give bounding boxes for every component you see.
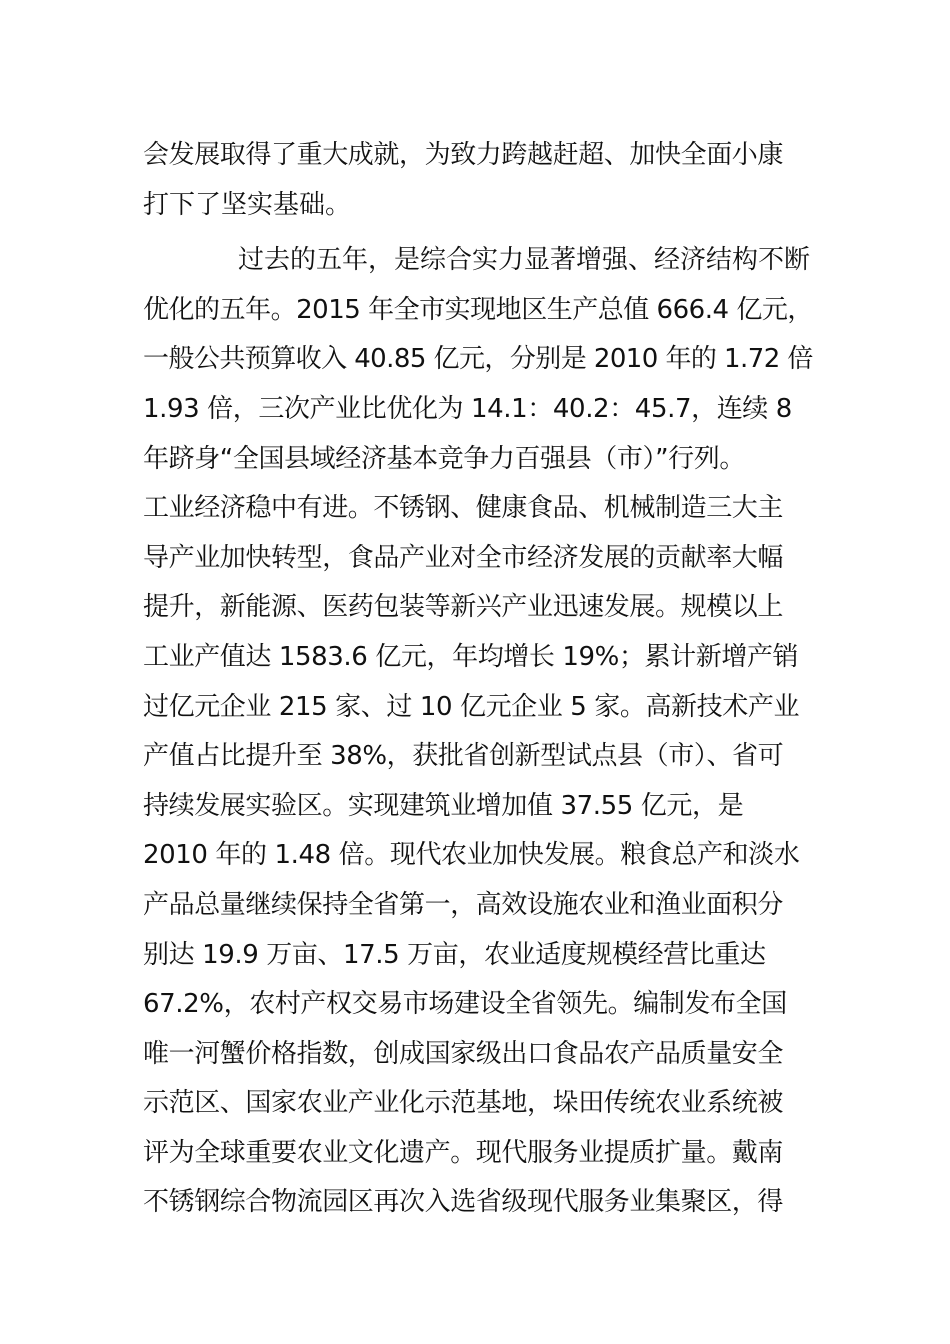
text-line: 提升，新能源、医药包装等新兴产业迅速发展。规模以上	[143, 592, 784, 623]
text-line: 67.2%，农村产权交易市场建设全省领先。编制发布全国	[143, 989, 787, 1020]
text-line: 导产业加快转型，食品产业对全市经济发展的贡献率大幅	[143, 542, 784, 573]
text-line: 年跻身“全国县域经济基本竞争力百强县（市）”行列。	[143, 443, 745, 474]
text-line: 过亿元企业 215 家、过 10 亿元企业 5 家。高新技术产业	[143, 691, 800, 722]
text-line: 评为全球重要农业文化遗产。现代服务业提质扩量。戴南	[143, 1137, 784, 1168]
text-line: 打下了坚实基础。	[143, 189, 352, 220]
body-text	[143, 131, 813, 1228]
text-line: 唯一河蟹价格指数，创成国家级出口食品农产品质量安全	[143, 1038, 784, 1069]
text-line: 不锈钢综合物流园区再次入选省级现代服务业集聚区，得	[143, 1187, 784, 1218]
text-line: 产品总量继续保持全省第一，高效设施农业和渔业面积分	[143, 889, 784, 920]
text-line: 工业经济稳中有进。不锈钢、健康食品、机械制造三大主	[143, 493, 784, 524]
text-line: 一般公共预算收入 40.85 亿元，分别是 2010 年的 1.72 倍	[143, 344, 813, 375]
text-line: 1.93 倍，三次产业比优化为 14.1：40.2：45.7，连续 8	[143, 393, 792, 424]
text-line: 别达 19.9 万亩、17.5 万亩，农业适度规模经营比重达	[143, 939, 766, 970]
text-line: 持续发展实验区。实现建筑业增加值 37.55 亿元，是	[143, 790, 744, 821]
text-line: 2010 年的 1.48 倍。现代农业加快发展。粮食总产和淡水	[143, 840, 800, 871]
text-line: 产值占比提升至 38%，获批省创新型试点县（市）、省可	[143, 741, 784, 772]
text-line: 优化的五年。2015 年全市实现地区生产总值 666.4 亿元，	[143, 294, 813, 325]
text-line: 会发展取得了重大成就，为致力跨越赶超、加快全面小康	[143, 140, 784, 170]
text-line: 工业产值达 1583.6 亿元，年均增长 19%；累计新增产销	[143, 641, 799, 672]
text-line: 示范区、国家农业产业化示范基地，垛田传统农业系统被	[143, 1088, 784, 1119]
paragraph-first-line: 过去的五年，是综合实力显著增强、经济结构不断	[238, 245, 811, 276]
